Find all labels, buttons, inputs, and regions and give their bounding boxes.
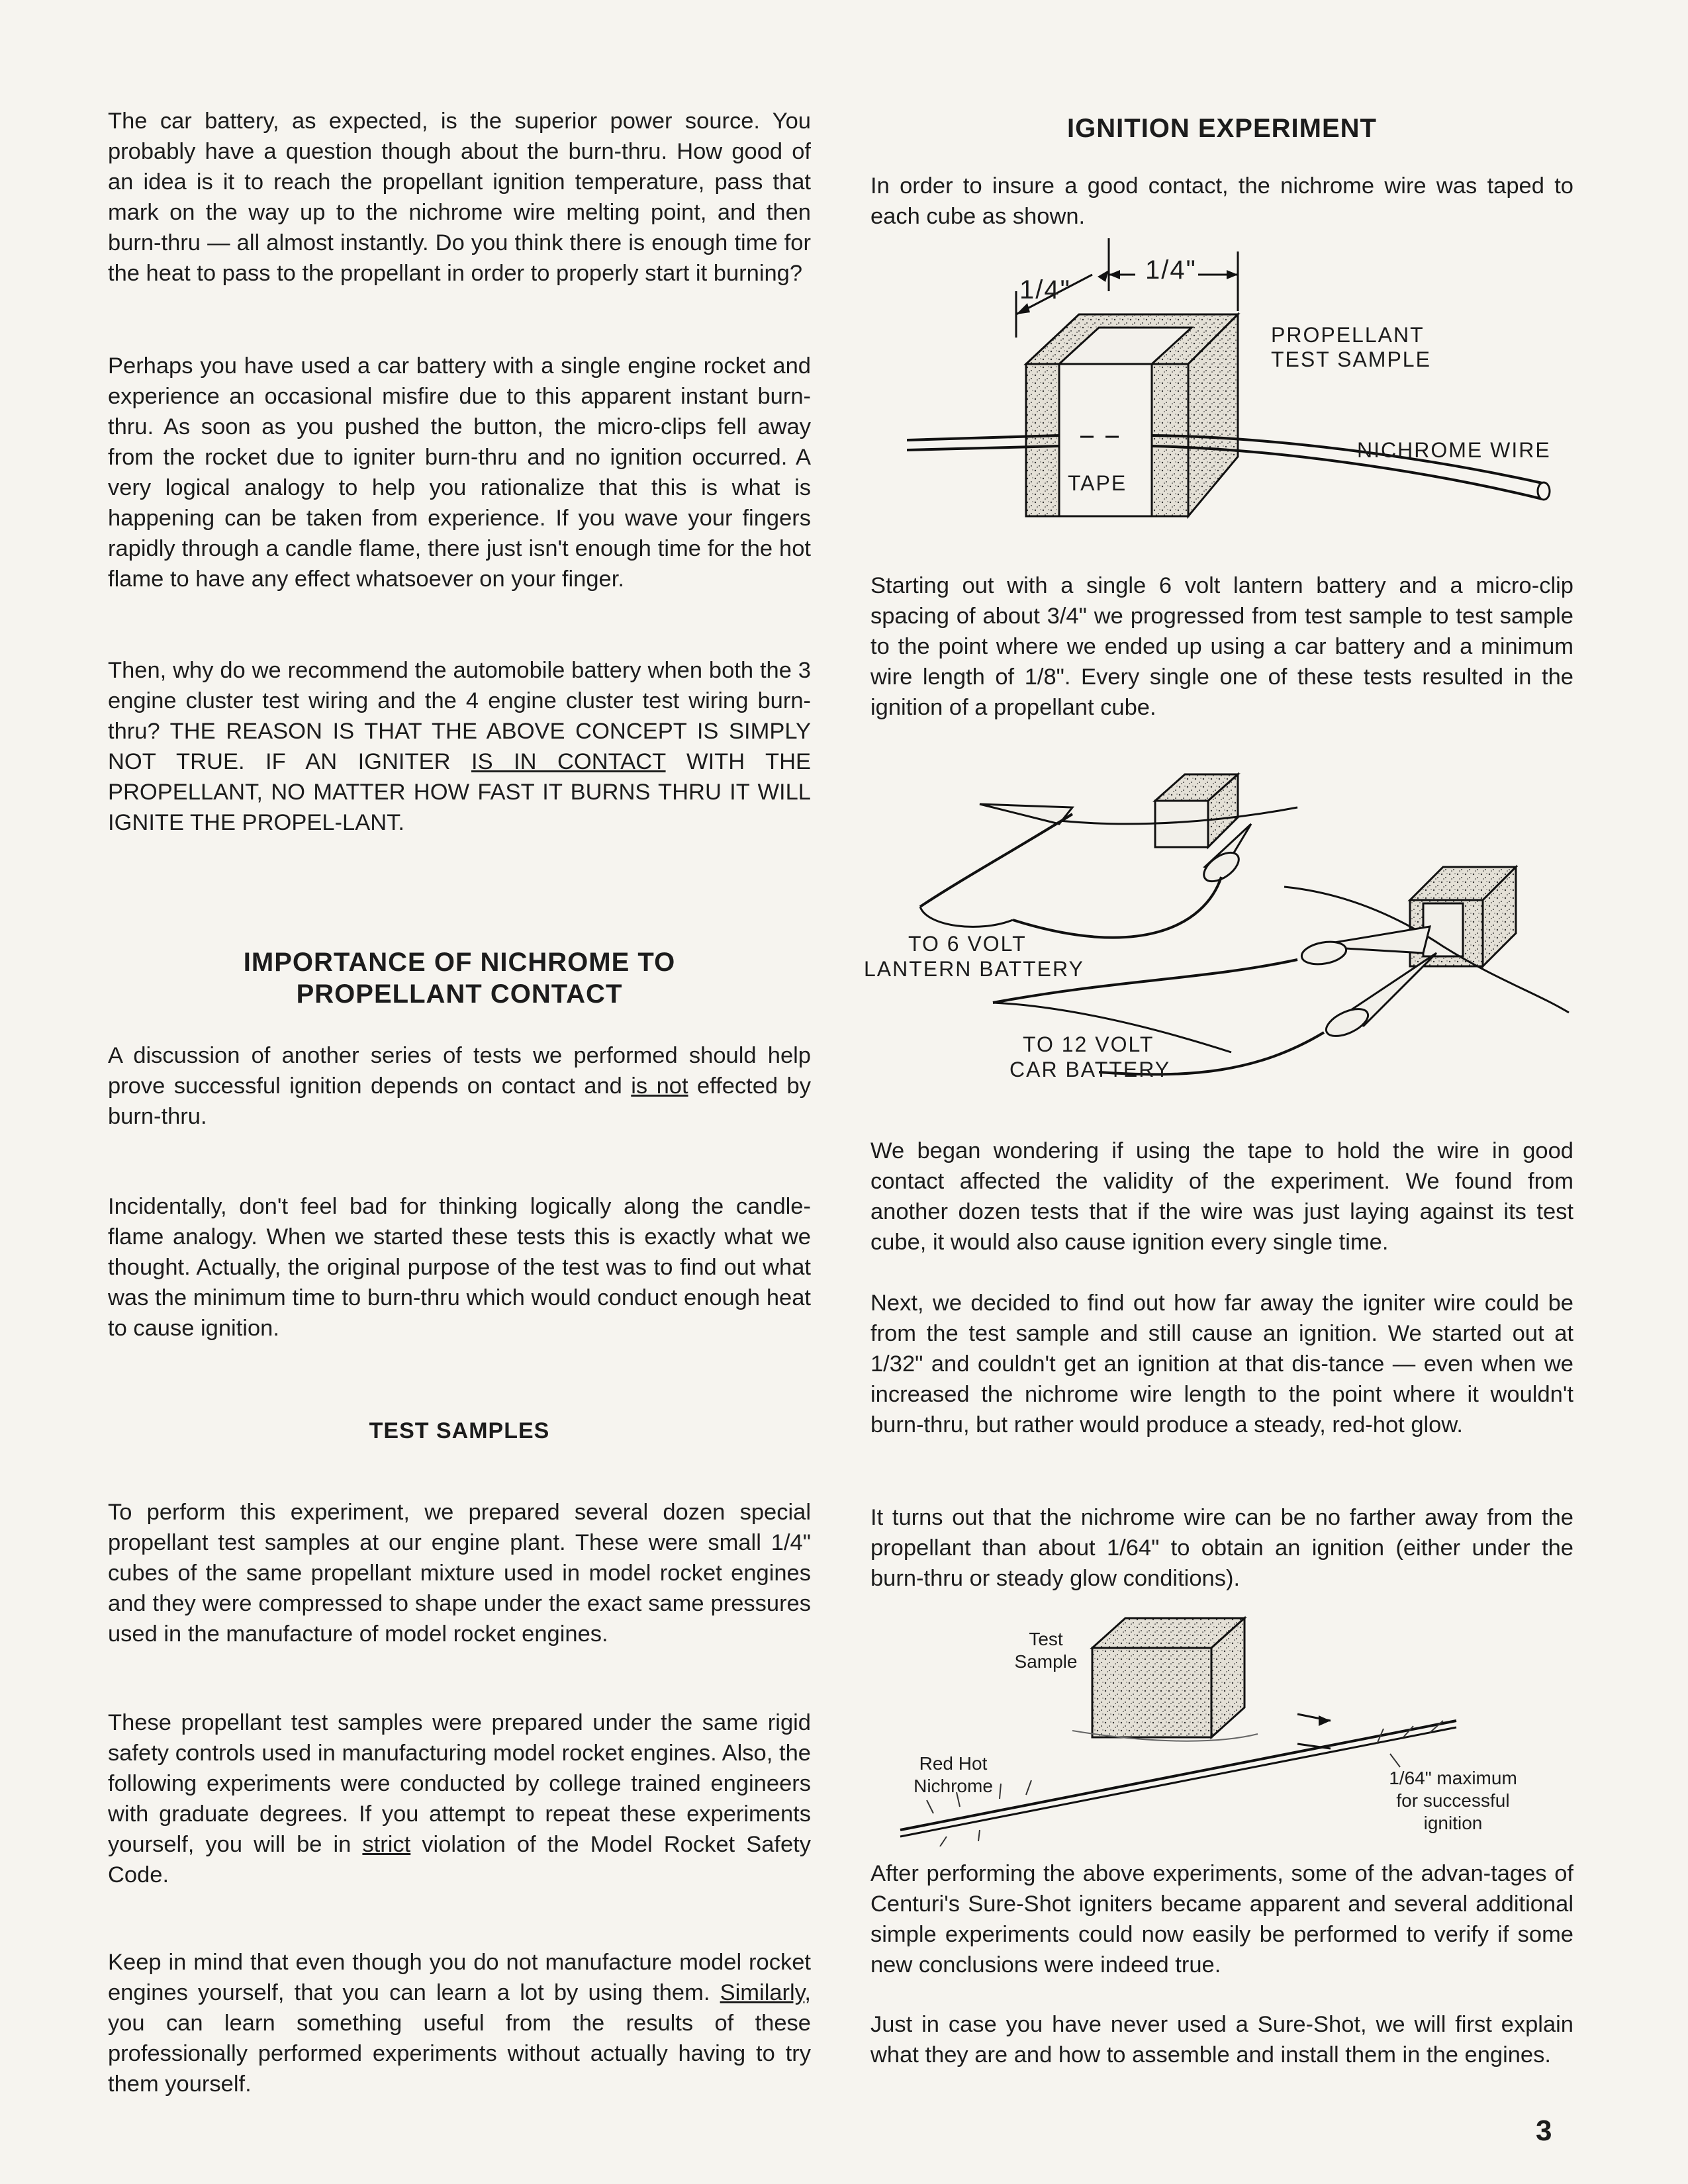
page-number: 3 (1536, 2115, 1552, 2147)
dim-right-label: 1/4" (1145, 255, 1197, 285)
underlined-strict: strict (362, 1832, 411, 1857)
label-max-2: for successful (1396, 1790, 1510, 1811)
micro-clip-illustration (861, 761, 1582, 1092)
label-propellant: PROPELLANT (1271, 323, 1425, 347)
paragraph-misfire: Perhaps you have used a car battery with a single engine rocket and experience an occasional misfire due to this apparent instant burn-thru. As soon as you pushed the button, the micro-clips fell away from the rocket due to igniter burn-thru and no ignition occurred. A very logical analogy to help you rationalize that this is what is happening can be taken from experience. If you wave your fingers rapidly through a candle flame, there just isn't enough time for the hot flame to have any effect whatsoever on your finger. (108, 353, 811, 592)
dim-left-label: 1/4" (1019, 275, 1071, 304)
label-red-hot-2: Nichrome (914, 1776, 993, 1796)
label-test-1: Test (1029, 1629, 1063, 1649)
paragraph-experiment: To perform this experiment, we prepared several dozen special propellant test samples at our engine plant. These were small 1/4" cubes of the same propellant mixture used in model rocket engines and they were compressed to shape under the exact same pressures used in the manufacture of model rocket engines. (108, 1500, 811, 1647)
paragraph-discussion: A discussion of another series of tests we performed should help prove successful ignition depends on contact and is not effected by burn-thru. (108, 1043, 811, 1129)
paragraph-tape-validity: We began wondering if using the tape to hold the wire in good contact affected the validity of the experiment. We found from another dozen tests that if the wire was just laying against its test cube, it would also cause ignition every single time. (870, 1138, 1573, 1255)
label-test-2: Sample (1014, 1651, 1078, 1672)
paragraph-incidentally: Incidentally, don't feel bad for thinking logically along the candle-flame analogy. When we started these tests this is exactly what we thought. Actually, the original purpose of the test was to find out what was the minimum time to burn-thru which would conduct enough heat to cause ignition. (108, 1194, 811, 1341)
figure-gap-test (874, 1602, 1575, 1846)
label-tape: TAPE (1068, 471, 1127, 495)
paragraph-how-far: Next, we decided to find out how far away the igniter wire could be from the test sample and still cause an ignition. We started out at 1/32" and couldn't get an ignition at that dis-tance — even when we increased the nichrome wire length to the point where it wouldn't burn-thru, but rather would produce a steady, red-hot glow. (870, 1291, 1573, 1437)
label-max-1: 1/64" maximum (1389, 1768, 1517, 1788)
heading-importance: IMPORTANCE OF NICHROME TO PROPELLANT CONTACT (243, 948, 676, 1009)
figure-micro-clips (861, 761, 1582, 1092)
underlined-is-not: is not (631, 1073, 688, 1099)
heading-ignition-experiment: IGNITION EXPERIMENT (1067, 114, 1377, 143)
paragraph-sure-shot: Just in case you have never used a Sure-Shot, we will first explain what they are and how to assemble and install them in the engines. (870, 2012, 1573, 2068)
label-test-sample: TEST SAMPLE (1271, 347, 1431, 371)
underlined-is-in-contact: IS IN CONTACT (471, 749, 666, 774)
paragraph-insure-contact: In order to insure a good contact, the nichrome wire was taped to each cube as shown. (870, 173, 1573, 229)
label-12-volt-2: CAR BATTERY (1009, 1058, 1171, 1081)
paragraph-safety: These propellant test samples were prepared under the same rigid safety controls used in manufacturing model rocket engines. Also, the following experiments were conducted by college trained engineers with graduate degrees. If you attempt to repeat these experiments yourself, you will be in strict violation of the Model Rocket Safety Code. (108, 1710, 811, 1888)
underlined-similarly: Similarly (720, 1980, 805, 2005)
label-nichrome-wire: NICHROME WIRE (1357, 438, 1551, 462)
paragraph-1-64: It turns out that the nichrome wire can be no farther away from the propellant than about 1/64" to obtain an ignition (either under the burn-thru or steady glow conditions). (870, 1505, 1573, 1591)
paragraph-recommendation: Then, why do we recommend the automobile battery when both the 3 engine cluster test wiring and the 4 engine cluster test wiring burn-thru? THE REASON IS THAT THE ABOVE CONCEPT IS SIMPLY NOT TRUE. IF AN IGNITER IS IN CONTACT WITH THE PROPELLANT, NO MATTER HOW FAST IT BURNS THRU IT WILL IGNITE THE PROPEL-LANT. (108, 658, 811, 835)
paragraph-car-battery: The car battery, as expected, is the superior power source. You probably have a question though about the burn-thru. How good of an idea is it to reach the propellant ignition temperature, pass that mark on the way up to the nichrome wire melting point, and then burn-thru — all almost instantly. Do you think there is enough time for the heat to pass to the propellant in order to properly start it burning? (108, 109, 811, 286)
paragraph-keep-in-mind: Keep in mind that even though you do not manufacture model rocket engines yourself, that you can learn a lot by using them. Similarly, you can learn something useful from the results of these professionally performed experiments without actually having to try them yourself. (108, 1950, 811, 2097)
label-red-hot-1: Red Hot (919, 1753, 988, 1774)
figure-taped-cube (907, 238, 1575, 543)
subheading-test-samples: TEST SAMPLES (369, 1418, 550, 1443)
label-max-3: ignition (1423, 1813, 1483, 1833)
taped-cube-illustration (907, 238, 1575, 543)
label-6-volt-2: LANTERN BATTERY (864, 957, 1084, 981)
label-6-volt-1: TO 6 VOLT (908, 932, 1027, 956)
label-12-volt-1: TO 12 VOLT (1023, 1032, 1154, 1056)
paragraph-advantages: After performing the above experiments, some of the advan-tages of Centuri's Sure-Shot igniters became apparent and several additional simple experiments could now easily be performed to verify if some new conclusions were indeed true. (870, 1861, 1573, 1978)
paragraph-starting-out: Starting out with a single 6 volt lantern battery and a micro-clip spacing of about 3/4" we progressed from test sample to test sample to the point where we ended up using a car battery and a minimum wire length of 1/8". Every single one of these tests resulted in the ignition of a propellant cube. (870, 573, 1573, 720)
